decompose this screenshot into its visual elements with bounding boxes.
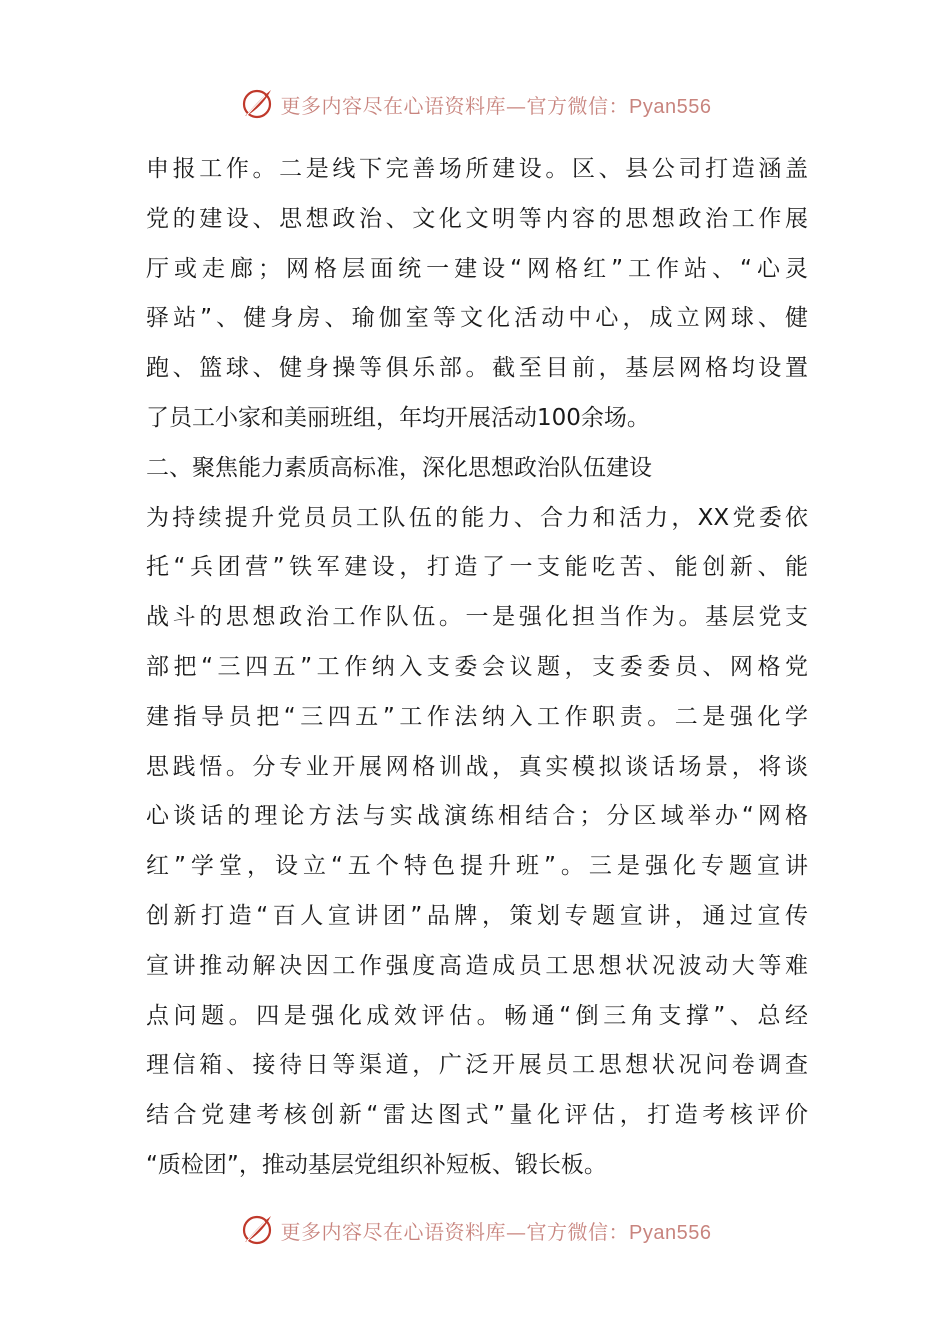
text-line: 创新打造“百人宣讲团”品牌，策划专题宣讲，通过宣传 xyxy=(146,902,808,929)
text-line: 宣讲推动解决因工作强度高造成员工思想状况波动大等难 xyxy=(146,952,808,979)
text-line: 部把“三四五”工作纳入支委会议题，支委委员、网格党 xyxy=(146,653,808,680)
text-line: 厅或走廊；网格层面统一建设“网格红”工作站、“心灵 xyxy=(146,255,808,282)
text-line: 驿站”、健身房、瑜伽室等文化活动中心，成立网球、健 xyxy=(146,305,808,332)
watermark-id: Pyan556 xyxy=(629,1221,712,1244)
text-line: “质检团”，推动基层党组织补短板、锻长板。 xyxy=(146,1151,607,1178)
text-line: 了员工小家和美丽班组，年均开展活动100余场。 xyxy=(146,404,650,431)
header-watermark xyxy=(0,84,950,124)
text-line: 点问题。四是强化成效评估。畅通“倒三角支撑”、总经 xyxy=(146,1002,808,1029)
quill-logo-icon xyxy=(239,1212,275,1248)
text-line: 战斗的思想政治工作队伍。一是强化担当作为。基层党支 xyxy=(146,604,808,631)
text-line: 红”学堂，设立“五个特色提升班”。三是强化专题宣讲 xyxy=(146,853,808,880)
document-body xyxy=(146,145,808,1191)
quill-logo-icon xyxy=(239,86,275,122)
text-line: 建指导员把“三四五”工作法纳入工作职责。二是强化学 xyxy=(146,703,808,730)
footer-watermark xyxy=(0,1210,950,1250)
text-line: 心谈话的理论方法与实战演练相结合；分区域举办“网格 xyxy=(146,803,808,830)
text-line: 思践悟。分专业开展网格训战，真实模拟谈话场景，将谈 xyxy=(146,753,808,780)
text-line: 党的建设、思想政治、文化文明等内容的思想政治工作展 xyxy=(146,205,808,232)
watermark-text: 更多内容尽在心语资料库—官方微信： xyxy=(280,1219,630,1244)
text-line: 申报工作。二是线下完善场所建设。区、县公司打造涵盖 xyxy=(146,156,808,182)
text-line: 为持续提升党员员工队伍的能力、合力和活力，XX党委依 xyxy=(146,504,808,531)
watermark-id: Pyan556 xyxy=(629,95,712,118)
text-line: 托“兵团营”铁军建设，打造了一支能吃苦、能创新、能 xyxy=(146,554,808,581)
text-line: 结合党建考核创新“雷达图式”量化评估，打造考核评价 xyxy=(146,1102,808,1129)
text-line: 理信箱、接待日等渠道，广泛开展员工思想状况问卷调查 xyxy=(146,1052,808,1079)
text-line: 二、聚焦能力素质高标准，深化思想政治队伍建设 xyxy=(146,454,652,481)
watermark-text: 更多内容尽在心语资料库—官方微信： xyxy=(280,93,630,118)
text-line: 跑、篮球、健身操等俱乐部。截至目前，基层网格均设置 xyxy=(146,355,808,382)
